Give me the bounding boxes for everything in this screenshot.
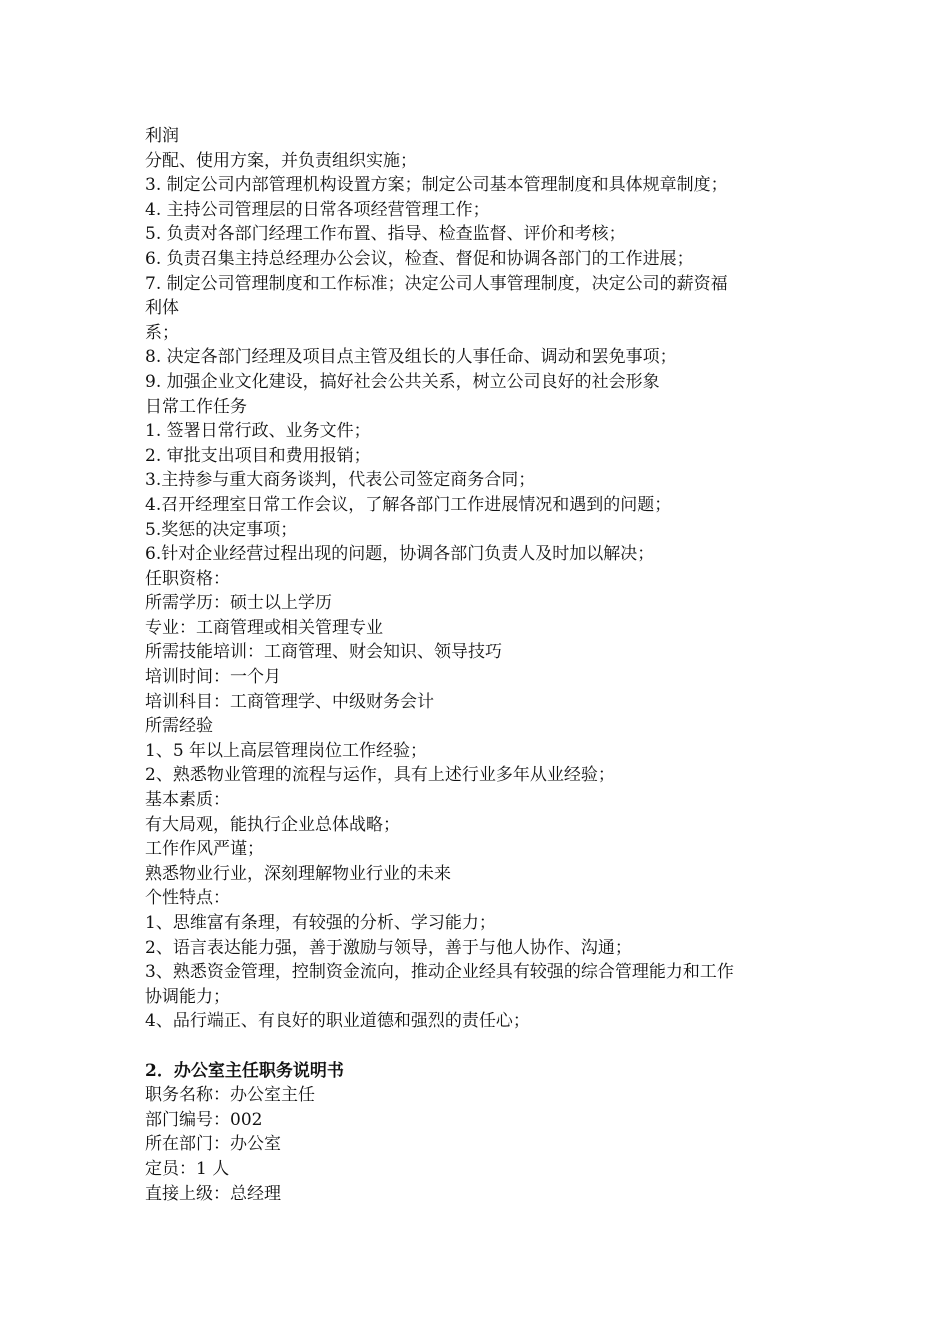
text-line: 3. 制定公司内部管理机构设置方案；制定公司基本管理制度和具体规章制度；	[145, 175, 728, 196]
text-line: 7. 制定公司管理制度和工作标准；决定公司人事管理制度，决定公司的薪资福	[145, 273, 728, 294]
text-line: 3、熟悉资金管理，控制资金流向，推动企业经具有较强的综合管理能力和工作	[145, 962, 734, 983]
section-heading: 2．办公室主任职务说明书	[145, 1060, 344, 1081]
text-line: 协调能力；	[145, 986, 230, 1007]
blank-spacer	[145, 1034, 825, 1059]
text-line: 分配、使用方案，并负责组织实施；	[145, 150, 417, 171]
section-1-body	[145, 124, 825, 1034]
subsection-title: 日常工作任务	[145, 396, 247, 417]
subsection-title: 基本素质：	[145, 790, 230, 811]
text-line: 熟悉物业行业，深刻理解物业行业的未来	[145, 863, 451, 884]
text-line: 所需学历：硕士以上学历	[145, 593, 332, 614]
text-line: 定员：1 人	[145, 1158, 230, 1179]
document-page	[145, 124, 825, 1206]
text-line: 1. 签署日常行政、业务文件；	[145, 421, 371, 442]
text-line: 2. 审批支出项目和费用报销；	[145, 445, 371, 466]
text-line: 工作作风严谨；	[145, 839, 264, 860]
text-line: 5.奖惩的决定事项；	[145, 519, 298, 540]
text-line: 系；	[145, 322, 179, 343]
text-line: 直接上级：总经理	[145, 1183, 281, 1204]
subsection-title: 所需经验	[145, 716, 213, 737]
text-line: 利体	[145, 298, 179, 319]
text-line: 所需技能培训：工商管理、财会知识、领导技巧	[145, 642, 502, 663]
text-line: 3.主持参与重大商务谈判，代表公司签定商务合同；	[145, 470, 536, 491]
text-line: 培训科目：工商管理学、中级财务会计	[145, 691, 434, 712]
text-line: 8. 决定各部门经理及项目点主管及组长的人事任命、调动和罢免事项；	[145, 347, 677, 368]
text-line: 2、语言表达能力强，善于激励与领导，善于与他人协作、沟通；	[145, 937, 632, 958]
text-line: 9. 加强企业文化建设，搞好社会公共关系，树立公司良好的社会形象	[145, 371, 660, 392]
text-line: 职务名称：办公室主任	[145, 1085, 315, 1106]
text-line: 2、熟悉物业管理的流程与运作，具有上述行业多年从业经验；	[145, 765, 615, 786]
text-line: 4.召开经理室日常工作会议，了解各部门工作进展情况和遇到的问题；	[145, 494, 672, 515]
section-2	[145, 1059, 825, 1207]
subsection-title: 任职资格：	[145, 568, 230, 589]
text-line: 6. 负责召集主持总经理办公会议，检查、督促和协调各部门的工作进展；	[145, 248, 694, 269]
text-line: 1、思维富有条理，有较强的分析、学习能力；	[145, 913, 496, 933]
text-line: 所在部门：办公室	[145, 1134, 281, 1155]
text-line: 6.针对企业经营过程出现的问题，协调各部门负责人及时加以解决；	[145, 544, 655, 565]
subsection-title: 个性特点：	[145, 888, 230, 909]
text-line: 5. 负责对各部门经理工作布置、指导、检查监督、评价和考核；	[145, 224, 626, 245]
text-line: 4、品行端正、有良好的职业道德和强烈的责任心；	[145, 1011, 530, 1032]
text-line: 有大局观，能执行企业总体战略；	[145, 814, 400, 835]
text-line: 1、5 年以上高层管理岗位工作经验；	[145, 740, 428, 761]
text-line: 部门编号：002	[145, 1109, 263, 1130]
text-line: 4. 主持公司管理层的日常各项经营管理工作；	[145, 199, 490, 220]
text-line: 专业：工商管理或相关管理专业	[145, 617, 383, 638]
text-line: 培训时间：一个月	[145, 667, 281, 688]
text-line: 利润	[145, 126, 179, 146]
